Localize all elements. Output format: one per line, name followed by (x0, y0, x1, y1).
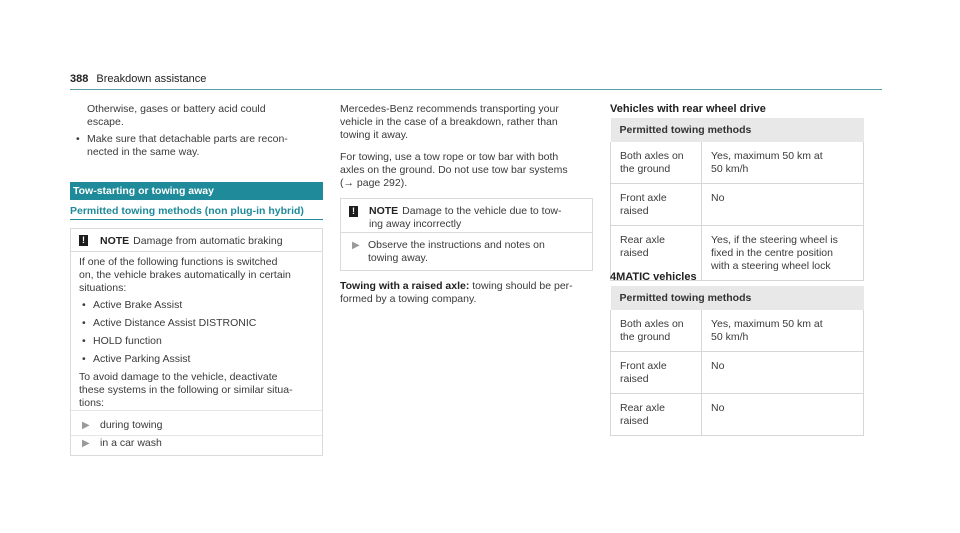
recommendation-paragraph: Mercedes-Benz recommends transporting your vehicle in the case of a breakdown, rather than towing it away. (340, 103, 559, 141)
warning-icon: ! (79, 235, 88, 246)
bullet-dot-icon: • (82, 317, 86, 329)
action-arrow-icon: ▶ (352, 240, 360, 251)
bullet-dot-icon: • (82, 335, 86, 347)
heading-4matic: 4MATIC vehicles (610, 271, 697, 283)
bullet-dot-icon: • (82, 353, 86, 365)
bullet-dot-icon: • (82, 299, 86, 311)
note-body (79, 256, 319, 410)
page-header (70, 73, 206, 86)
raised-axle-paragraph: Towing with a raised axle: towing should be per- formed by a towing company. (340, 280, 573, 305)
page-number: 388 (70, 73, 89, 85)
intro-paragraph: Otherwise, gases or battery acid could escape. (87, 103, 266, 128)
situation-item: during towing (100, 419, 163, 431)
header-divider (70, 89, 882, 90)
situation-item: in a car wash (100, 437, 162, 449)
towing-instructions-paragraph: For towing, use a tow rope or tow bar with both axles on the ground. Do not use tow bar systems (→ page 292). (340, 151, 568, 189)
section-title: Breakdown assistance (96, 73, 207, 85)
functions-list (79, 299, 319, 366)
table-header: Permitted towing methods (611, 286, 864, 310)
detachable-parts-bullet (74, 133, 329, 159)
list-item: • Make sure that detachable parts are recon- nected in the same way. (76, 133, 288, 158)
action-arrow-icon: ▶ (82, 420, 90, 431)
raised-axle-label: Towing with a raised axle: (340, 280, 470, 292)
list-item: • Active Parking Assist (82, 353, 191, 365)
warning-icon: ! (349, 206, 358, 217)
table-row: Front axle raised No (611, 352, 864, 394)
note-label: NOTE (100, 235, 130, 247)
note-header (71, 229, 322, 252)
table-row: Rear axle raised Yes, if the steering wheel is fixed in the centre position with a steering wheel lock (611, 226, 864, 281)
subheading-permitted-methods: Permitted towing methods (non plug-in hybrid) (70, 205, 304, 217)
table-row: Front axle raised No (611, 184, 864, 226)
note-automatic-braking (70, 228, 323, 456)
page-reference: (→ page 292). (340, 177, 408, 189)
note-header: ! NOTE Damage to the vehicle due to tow- ing away incorrectly (341, 199, 592, 233)
table-row: Rear axle raised No (611, 394, 864, 436)
note-label: NOTE (369, 205, 399, 217)
list-item: • HOLD function (82, 335, 162, 347)
heading-rear-wheel-drive: Vehicles with rear wheel drive (610, 103, 766, 115)
table-header: Permitted towing methods (611, 118, 864, 142)
note-title: Damage from automatic braking (133, 235, 283, 247)
section-bar-tow-starting: Tow-starting or towing away (70, 182, 323, 200)
action-text: Observe the instructions and notes on towing away. (368, 239, 545, 264)
action-arrow-icon: ▶ (82, 438, 90, 449)
note-title: Damage to the vehicle due to tow- (402, 205, 562, 217)
bullet-dot-icon: • (76, 133, 80, 145)
subheading-divider (70, 219, 323, 220)
note-paragraph: To avoid damage to the vehicle, deactivate these systems in the following or similar situa- tions: (79, 371, 293, 409)
towing-table-rwd (610, 118, 864, 281)
list-item: • Active Distance Assist DISTRONIC (82, 317, 257, 329)
towing-table-4matic (610, 286, 864, 436)
table-row: Both axles on the ground Yes, maximum 50 km at 50 km/h (611, 142, 864, 184)
list-item: • Active Brake Assist (82, 299, 183, 311)
note-incorrect-towing (340, 198, 593, 271)
note-paragraph: If one of the following functions is switched on, the vehicle brakes automatically in certain situations: (79, 256, 291, 294)
table-row: Both axles on the ground Yes, maximum 50 km at 50 km/h (611, 310, 864, 352)
